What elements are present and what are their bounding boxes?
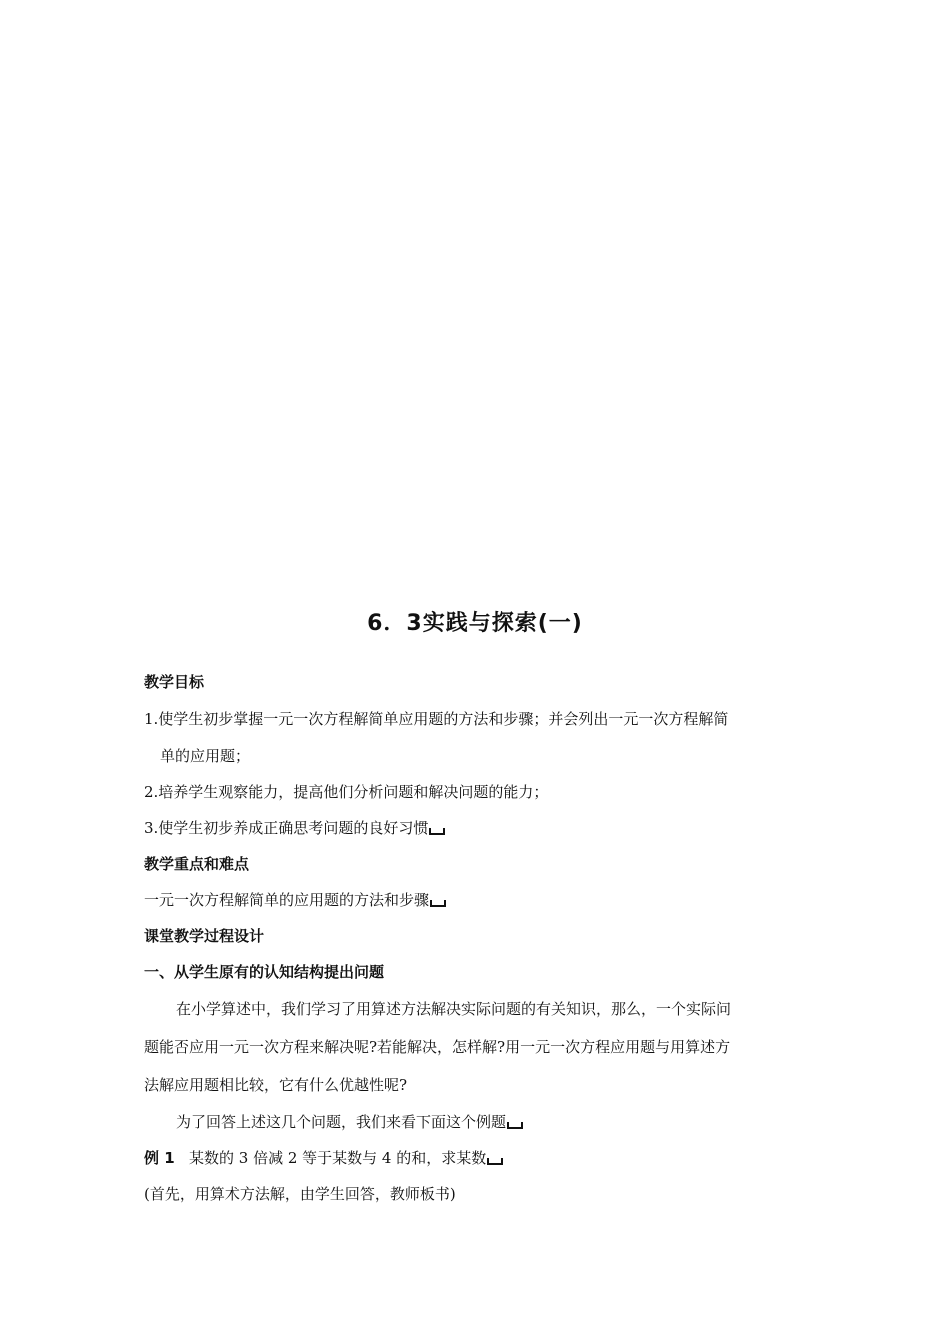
process-heading: 课堂教学过程设计 [144,927,265,945]
key-points-text-line [144,882,810,918]
objective-3-text: 3.使学生初步养成正确思考问题的良好习惯 [144,819,429,837]
objective-1-line-1: 1.使学生初步掌握一元一次方程解简单应用题的方法和步骤；并会列出一元一次方程解简 [144,710,729,728]
objective-1-line-2: 单的应用题； [160,747,251,765]
example-label: 例 1 [144,1149,175,1167]
paragraph-1-line-1: 在小学算述中，我们学习了用算述方法解决实际问题的有关知识，那么，一个实际问 [176,1000,732,1018]
part-one-heading: 一、从学生原有的认知结构提出问题 [144,963,385,981]
key-points-heading: 教学重点和难点 [144,855,250,873]
objectives-heading: 教学目标 [144,673,205,691]
paragraph-2-text: 为了回答上述这几个问题，我们来看下面这个例题 [176,1113,507,1131]
paragraph-mark-icon [507,1122,523,1129]
objective-3 [144,810,810,846]
paragraph-mark-icon [487,1158,503,1165]
paragraph-1-line-2: 题能否应用一元一次方程来解决呢?若能解决，怎样解?用一元一次方程应用题与用算述方 [144,1038,731,1056]
teacher-note: (首先，用算术方法解，由学生回答，教师板书) [144,1185,456,1203]
example-1 [144,1140,810,1176]
paragraph-2 [144,1104,810,1140]
example-text: 某数的 3 倍减 2 等于某数与 4 的和，求某数 [188,1149,487,1167]
paragraph-mark-icon [430,900,446,907]
key-points-text: 一元一次方程解简单的应用题的方法和步骤 [144,891,430,909]
objective-2: 2.培养学生观察能力，提高他们分析问题和解决问题的能力； [144,783,549,801]
paragraph-mark-icon [429,828,445,835]
document-body [144,664,810,1212]
page-title: 6．3实践与探索(一) [367,611,583,636]
paragraph-1-line-3: 法解应用题相比较，它有什么优越性呢? [144,1076,408,1094]
